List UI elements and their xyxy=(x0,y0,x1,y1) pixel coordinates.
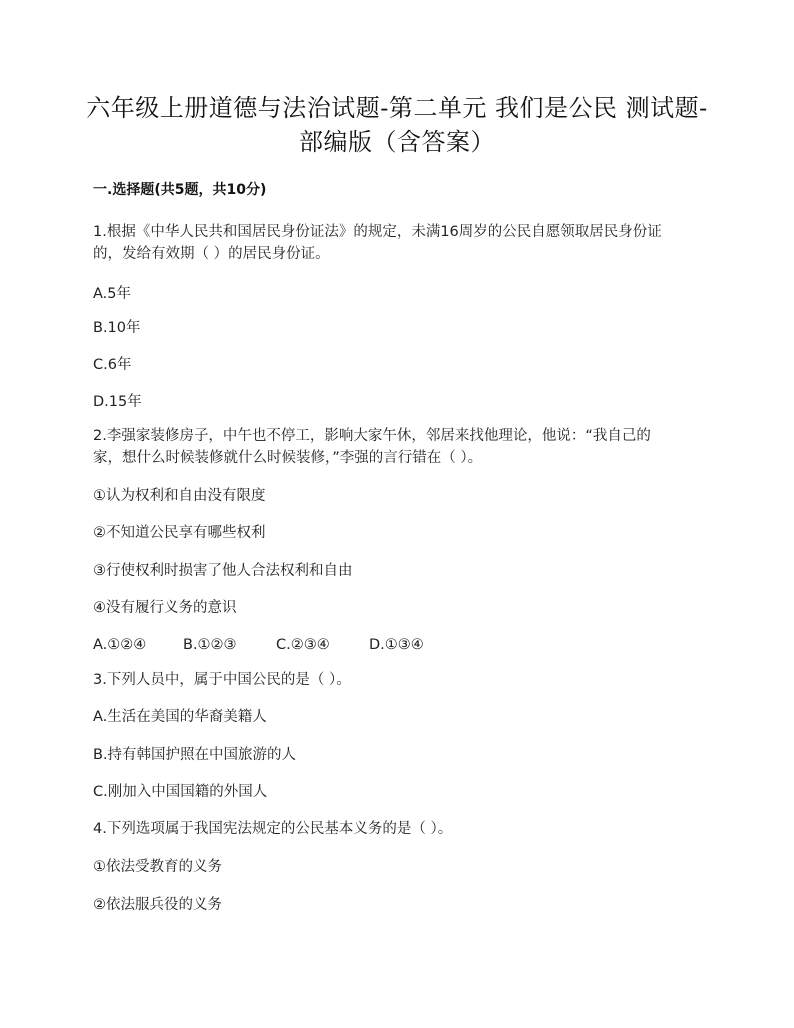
q4-stem: 4.下列选项属于我国宪法规定的公民基本义务的是（ ）。 xyxy=(93,821,453,837)
q2-item-3: ③行使权利时损害了他人合法权利和自由 xyxy=(93,563,353,579)
q1-option-c: C.6年 xyxy=(93,357,132,373)
q2-option-a: A.①②④ xyxy=(93,637,147,653)
q2-option-d: D.①③④ xyxy=(369,637,424,653)
q2-option-b: B.①②③ xyxy=(183,637,237,653)
q1-option-d: D.15年 xyxy=(93,394,142,410)
q1-option-a: A.5年 xyxy=(93,286,131,302)
q1-stem-line1: 1.根据《中华人民共和国居民身份证法》的规定，未满16周岁的公民自愿领取居民身份证 xyxy=(93,224,662,240)
q1-stem-line2: 的，发给有效期（ ）的居民身份证。 xyxy=(93,246,330,262)
q3-option-b: B.持有韩国护照在中国旅游的人 xyxy=(93,747,297,763)
q2-stem-line2: 家，想什么时候装修就什么时候装修，”李强的言行错在（ ）。 xyxy=(93,450,483,466)
section-heading: 一.选择题(共5题，共10分) xyxy=(93,182,267,198)
q2-option-c: C.②③④ xyxy=(276,637,330,653)
q3-option-c: C.刚加入中国国籍的外国人 xyxy=(93,784,268,800)
q4-item-1: ①依法受教育的义务 xyxy=(93,859,222,875)
q4-item-2: ②依法服兵役的义务 xyxy=(93,897,222,913)
q2-options-row xyxy=(93,635,424,655)
q2-item-4: ④没有履行义务的意识 xyxy=(93,600,237,616)
q2-item-1: ①认为权利和自由没有限度 xyxy=(93,488,266,504)
q1-option-b: B.10年 xyxy=(93,320,141,336)
page-title-line1: 六年级上册道德与法治试题-第二单元 我们是公民 测试题- xyxy=(86,94,708,122)
q2-stem-line1: 2.李强家装修房子，中午也不停工，影响大家午休，邻居来找他理论，他说：“我自己的 xyxy=(93,428,651,444)
page-title-line2: 部编版（含答案） xyxy=(299,128,495,156)
q3-option-a: A.生活在美国的华裔美籍人 xyxy=(93,709,267,725)
q2-item-2: ②不知道公民享有哪些权利 xyxy=(93,525,266,541)
q3-stem: 3.下列人员中，属于中国公民的是（ ）。 xyxy=(93,672,351,688)
